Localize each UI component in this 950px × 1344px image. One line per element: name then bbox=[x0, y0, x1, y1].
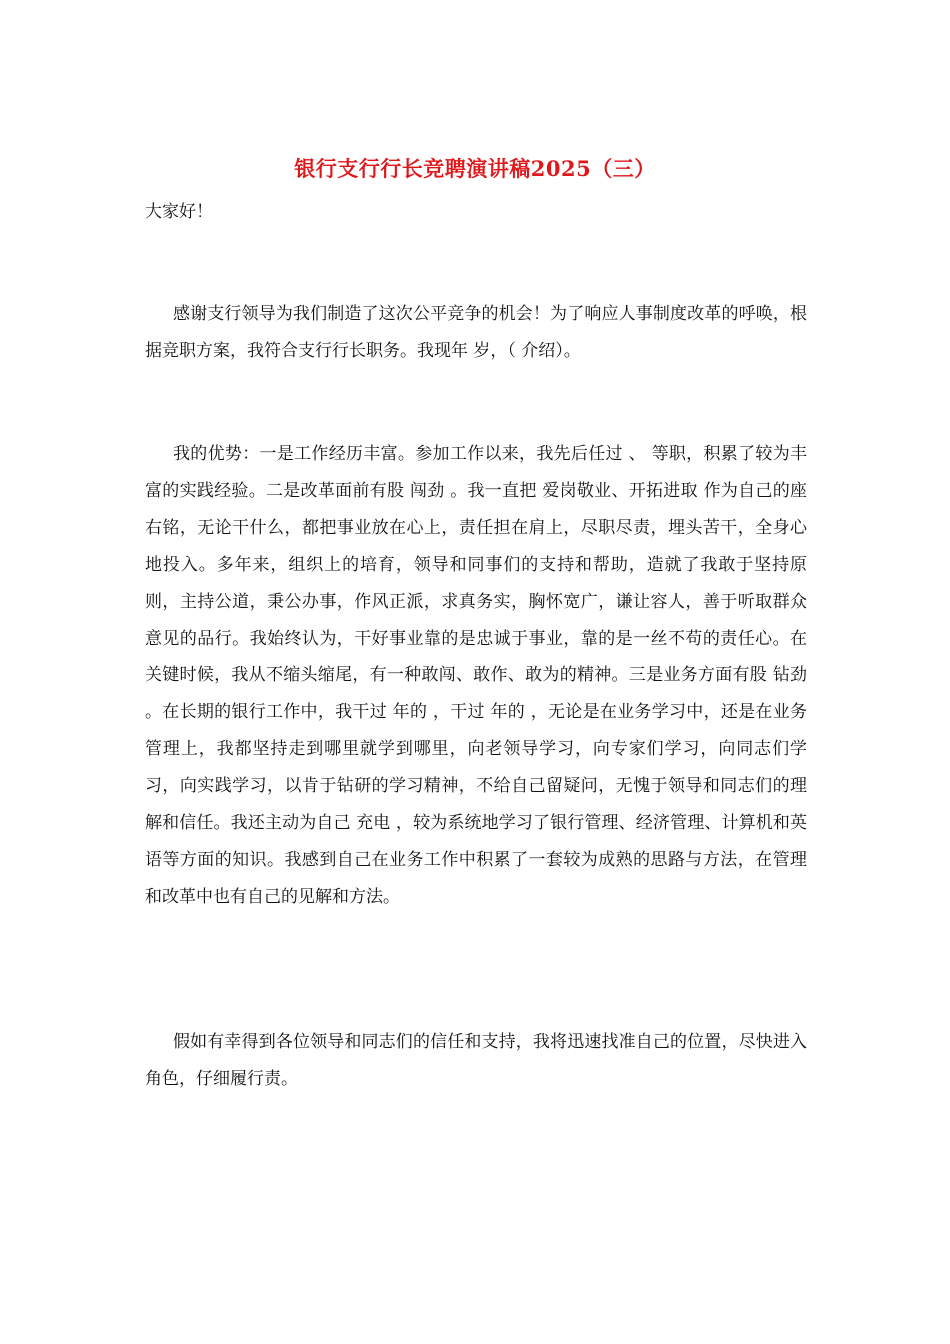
paragraph-commitment: 假如有幸得到各位领导和同志们的信任和支持，我将迅速找准自己的位置，尽快进入角色，仔细履行责。 bbox=[145, 1032, 807, 1089]
paragraph-strengths: 我的优势：一是工作经历丰富。参加工作以来，我先后任过 、 等职，积累了较为丰富的实践经验。二是改革面前有股 闯劲 。我一直把 爱岗敬业、开拓进取 作为自己的座右铭，无论干什么，都把事业放在心上，责任担在肩上，尽职尽责，埋头苦干，全身心地投入。多年来，组织上的培育，领导和同事们的支持和帮助，造就了我敢于坚持原则，主持公道，秉公办事，作风正派，求真务实，胸怀宽广，谦让容人，善于听取群众意见的品行。我始终认为，干好事业靠的是忠诚于事业，靠的是一丝不苟的责任心。在关键时候，我从不缩头缩尾，有一种敢闯、敢作、敢为的精神。三是业务方面有股 钻劲 。在长期的银行工作中，我干过 年的 ，干过 年的 ，无论是在业务学习中，还是在业务管理上，我都坚持走到哪里就学到哪里，向老领导学习，向专家们学习，向同志们学习，向实践学习，以肯于钻研的学习精神，不给自己留疑问，无愧于领导和同志们的理解和信任。我还主动为自己 充电 ，较为系统地学习了银行管理、经济管理、计算机和英语等方面的知识。我感到自己在业务工作中积累了一套较为成熟的思路与方法，在管理和改革中也有自己的见解和方法。 bbox=[145, 444, 807, 907]
paragraph-thanks: 感谢支行领导为我们制造了这次公平竞争的机会！为了响应人事制度改革的呼唤，根据竞职方案，我符合支行行长职务。我现年 岁，（ 介绍）。 bbox=[145, 304, 807, 361]
document-title: 银行支行行长竞聘演讲稿2025（三） bbox=[294, 156, 656, 181]
greeting: 大家好！ bbox=[145, 202, 213, 222]
